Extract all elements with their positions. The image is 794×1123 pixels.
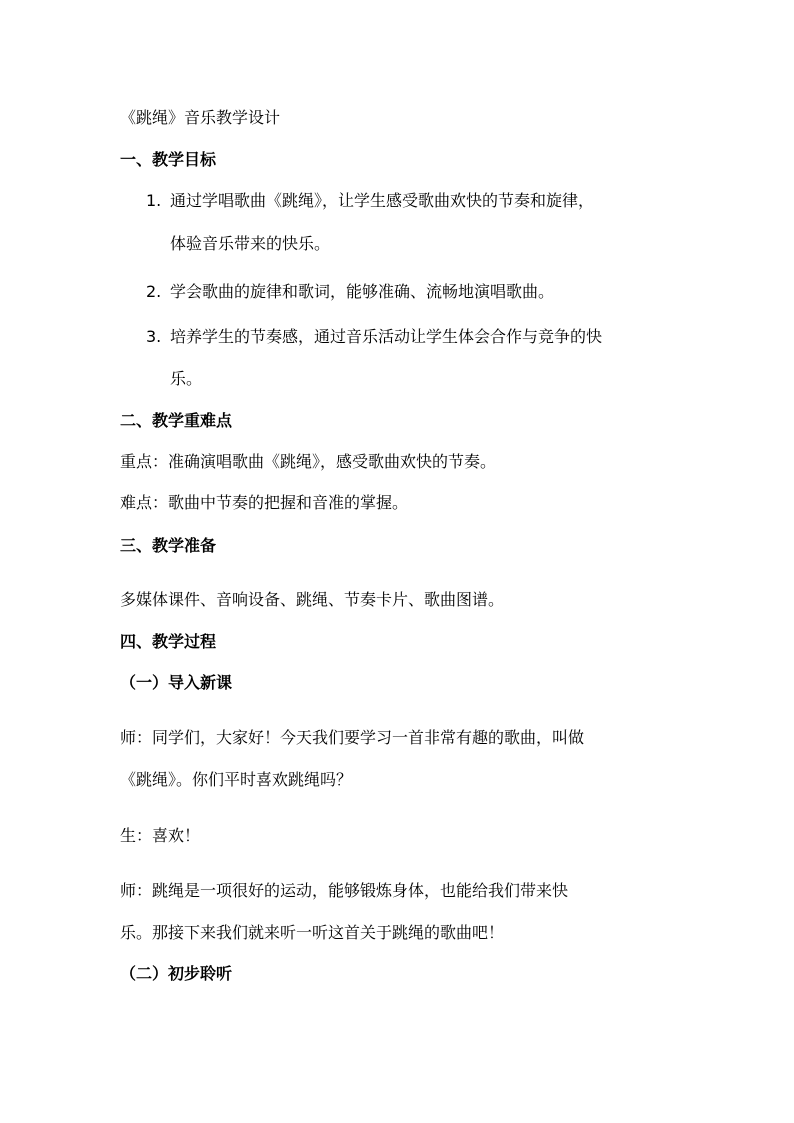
goal-item-3-text: 培养学生的节奏感，通过音乐活动让学生体会合作与竞争的快 (170, 327, 603, 346)
dialogue-line-2: 《跳绳》。你们平时喜欢跳绳吗？ (120, 770, 353, 789)
key-point-text: 重点：准确演唱歌曲《跳绳》，感受歌曲欢快的节奏。 (120, 452, 497, 471)
document-title: 《跳绳》音乐教学设计 (120, 108, 281, 127)
goal-item-3-number: 3. (146, 327, 162, 346)
section-heading-preparation: 三、教学准备 (120, 536, 217, 555)
dialogue-line-1: 师：同学们，大家好！今天我们要学习一首非常有趣的歌曲，叫做 (120, 728, 585, 747)
goal-item-1-line-2: 体验音乐带来的快乐。 (170, 234, 331, 253)
goal-item-1-text: 通过学唱歌曲《跳绳》，让学生感受歌曲欢快的节奏和旋律， (170, 191, 595, 210)
preparation-text: 多媒体课件、音响设备、跳绳、节奏卡片、歌曲图谱。 (120, 590, 505, 609)
section-heading-key-points: 二、教学重难点 (120, 411, 233, 430)
goal-item-1-line-1 (146, 190, 594, 212)
section-heading-goals: 一、教学目标 (120, 150, 217, 169)
dialogue-line-4: 师：跳绳是一项很好的运动，能够锻炼身体，也能给我们带来快 (120, 881, 569, 900)
subsection-heading-intro: （一）导入新课 (120, 673, 233, 692)
goal-item-2-text: 学会歌曲的旋律和歌词，能够准确、流畅地演唱歌曲。 (170, 282, 555, 301)
section-heading-process: 四、教学过程 (120, 632, 217, 651)
dialogue-line-3: 生：喜欢！ (120, 826, 201, 845)
dialogue-line-5: 乐。那接下来我们就来听一听这首关于跳绳的歌曲吧！ (120, 923, 505, 942)
goal-item-1-number: 1. (146, 191, 162, 210)
goal-item-2-line-1 (146, 281, 554, 303)
goal-item-3-line-2: 乐。 (170, 369, 203, 388)
subsection-heading-listen: （二）初步聆听 (120, 964, 233, 983)
difficult-point-text: 难点：歌曲中节奏的把握和音准的掌握。 (120, 493, 409, 512)
goal-item-2-number: 2. (146, 282, 162, 301)
goal-item-3-line-1 (146, 326, 602, 348)
